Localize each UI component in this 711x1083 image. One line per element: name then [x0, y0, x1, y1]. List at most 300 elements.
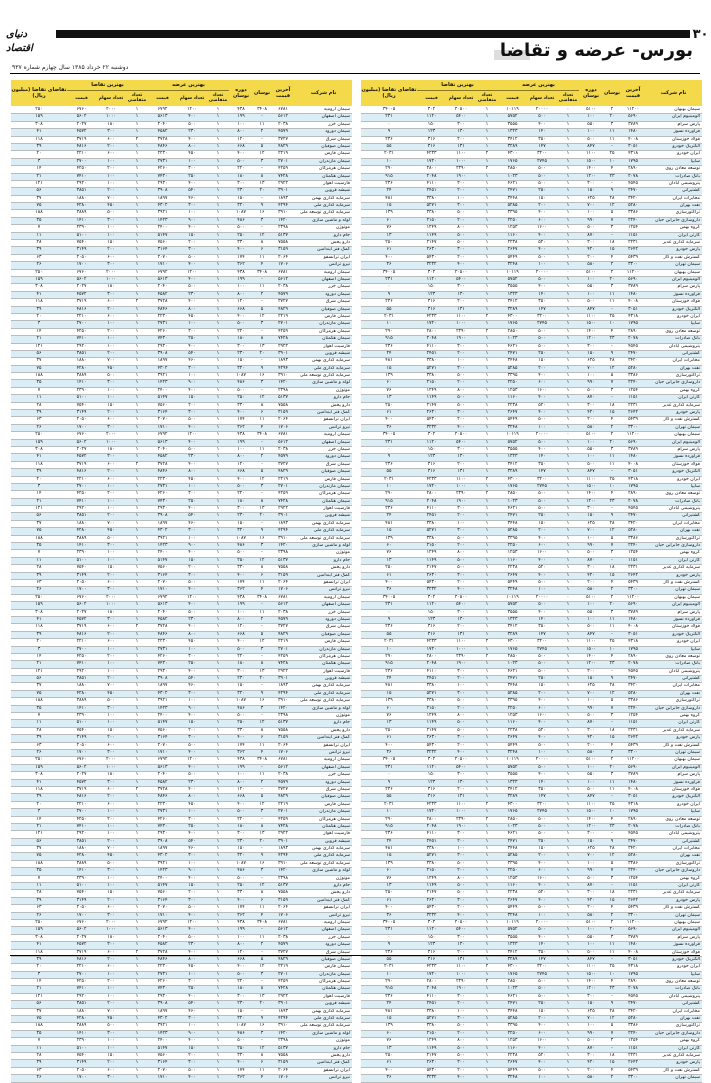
value-cell: ۳۰۰: [188, 491, 196, 497]
table-row: [361, 654, 702, 661]
value-cell: ۱: [135, 557, 139, 563]
value-cell: ۵۴۰۰: [456, 276, 466, 282]
value-cell: ۲۰۰۰: [106, 919, 116, 925]
value-cell: -: [611, 631, 613, 637]
value-cell: ۱۰۰: [107, 993, 115, 999]
table-row: [361, 225, 702, 232]
value-cell: ۱۱۶۰: [507, 395, 518, 401]
company-name-cell: دارو پخش: [330, 402, 350, 408]
value-cell: ۴۱: [36, 454, 42, 460]
value-cell: ۲۰: [36, 151, 42, 157]
table-row: [11, 477, 352, 484]
value-cell: ۵۵: [386, 306, 392, 312]
table-row: [361, 196, 702, 203]
value-cell: ۴۲۸۰: [76, 203, 87, 209]
value-cell: ۵۲۷۱: [426, 365, 437, 371]
value-cell: ۴: [610, 742, 614, 748]
value-cell: ۲۲۳۰: [157, 964, 168, 970]
value-cell: ۱۰۱۱۹: [506, 919, 519, 925]
value-cell: ۱۲: [259, 1045, 265, 1051]
value-cell: ۵۶۰۲: [76, 764, 87, 770]
value-cell: ۵۶۱۳: [157, 602, 168, 608]
value-cell: ۱۰۰: [587, 860, 595, 866]
value-cell: ۱۷۱۰: [157, 912, 168, 918]
value-cell: ۷: [37, 1038, 41, 1044]
value-cell: ۱۳۹: [385, 1023, 393, 1029]
value-cell: ۲۰۰: [457, 350, 465, 356]
company-name-cell: پارس سرام: [677, 284, 700, 290]
value-cell: ۱: [216, 550, 220, 556]
value-cell: ۱۱: [259, 254, 265, 260]
value-cell: ۱: [485, 217, 489, 223]
table-row: [361, 174, 702, 181]
value-cell: ۱۲: [609, 1016, 615, 1022]
value-cell: ۲۰۰: [457, 705, 465, 711]
company-name-cell: سیمان خزر: [328, 446, 350, 452]
company-name-cell: توسعه معادن روی: [665, 166, 700, 172]
table-row: [11, 166, 352, 173]
table-row: [11, 543, 352, 550]
value-cell: -: [611, 306, 613, 312]
value-cell: ۱۸: [609, 565, 615, 571]
value-cell: ۱: [485, 284, 489, 290]
value-cell: ۳۷۸۹: [628, 609, 638, 615]
value-cell: ۳۰۰: [107, 868, 115, 874]
value-cell: ۱۱۲۰: [426, 927, 437, 933]
value-cell: ۱۵۰: [587, 350, 595, 356]
company-name-cell: پتروشیمی آبادان: [668, 343, 700, 349]
value-cell: ۱۷۶۵: [507, 809, 518, 815]
table-row: [361, 587, 702, 594]
page-number: ۳۰: [690, 26, 711, 44]
value-cell: ۱: [485, 1045, 489, 1051]
value-cell: ۲۱: [36, 986, 42, 992]
value-cell: ۱: [485, 809, 489, 815]
value-cell: ۱۲: [259, 476, 265, 482]
value-cell: ۴۰۰: [188, 624, 196, 630]
value-cell: ۵۰۰: [237, 483, 245, 489]
value-cell: ۱: [566, 1030, 570, 1036]
value-cell: ۱: [485, 254, 489, 260]
value-cell: ۳۱۵۹: [278, 247, 288, 253]
value-cell: ۳: [610, 446, 614, 452]
value-cell: ۲۰۰: [457, 543, 465, 549]
value-cell: ۲۳۱: [385, 602, 393, 608]
value-cell: ۱۲۰۰: [187, 432, 197, 438]
value-cell: ۱۶: [259, 373, 265, 379]
value-cell: ۱: [135, 794, 139, 800]
value-cell: ۴۵۰: [188, 476, 196, 482]
company-name-cell: سرمایه گذاری بهمن: [311, 520, 350, 526]
table-row: [11, 462, 352, 469]
value-cell: ۸۰۰: [237, 779, 245, 785]
table-row: [361, 454, 702, 461]
value-cell: ۴۰۰۸: [628, 786, 638, 792]
value-cell: ۱: [485, 1023, 489, 1029]
value-cell: ۴۸۶: [237, 543, 245, 549]
right-table-header-sub-ask_qty: تعداد سهام: [448, 95, 474, 101]
value-cell: ۳۱۶: [427, 631, 436, 637]
value-cell: ۳۴۰۸: [257, 269, 267, 275]
value-cell: ۵۱۰۰: [76, 557, 87, 563]
value-cell: ۲۰۰: [538, 853, 546, 859]
value-cell: ۲۱۴۷: [426, 240, 437, 246]
value-cell: ۱۰۰: [587, 276, 595, 282]
value-cell: ۱۱۲۰۰: [626, 432, 640, 438]
value-cell: ۱۱۵۱: [628, 232, 638, 238]
value-cell: ۱۱: [609, 291, 615, 297]
value-cell: ۱۱: [36, 557, 42, 563]
value-cell: ۷۵۶۰: [157, 1053, 168, 1058]
value-cell: ۱: [135, 661, 139, 667]
table-row: [11, 521, 352, 528]
value-cell: ۴۸۱: [385, 195, 393, 201]
table-row: [11, 233, 352, 240]
value-cell: ۳۳۰۰: [628, 587, 638, 593]
value-cell: ۱۴۲۳: [157, 543, 168, 549]
value-cell: ۲۷۴۵: [537, 646, 547, 652]
value-cell: ۳۳۰: [237, 727, 245, 733]
value-cell: ۸: [260, 823, 264, 829]
value-cell: ۱۰۰۰: [106, 114, 116, 120]
value-cell: ۶۰۰: [107, 580, 115, 585]
value-cell: ۳۱۵۹: [278, 572, 288, 578]
company-name-cell: سایپا: [690, 971, 700, 977]
value-cell: ۰: [387, 934, 391, 940]
table-row: [11, 817, 352, 824]
value-cell: ۱: [566, 905, 570, 911]
footer-rule: [10, 955, 700, 956]
company-name-cell: سرمایه گذاری توسعه ملی: [299, 373, 350, 379]
value-cell: ۲۶: [36, 1075, 42, 1081]
value-cell: ۱۱۰۰: [586, 313, 596, 319]
value-cell: ۳۳۸۰: [426, 535, 437, 541]
value-cell: ۳۰۰: [107, 749, 115, 755]
value-cell: ۱: [216, 646, 220, 652]
value-cell: ۱: [216, 1067, 220, 1073]
value-cell: ۴۰۰: [188, 749, 196, 755]
value-cell: ۱: [566, 868, 570, 874]
value-cell: ۱: [566, 831, 570, 837]
left-quotes-table: [11, 80, 352, 1081]
value-cell: ۲۲۳۸: [507, 890, 518, 896]
value-cell: ۸۰۰: [457, 550, 465, 556]
value-cell: ۳۰۰: [107, 942, 115, 948]
value-cell: ۴۸۱: [385, 846, 393, 852]
value-cell: ۱: [485, 232, 489, 238]
value-cell: ۱۴۰۰: [586, 816, 596, 822]
company-name-cell: پارس خودرو: [676, 410, 700, 416]
value-cell: ۳۰۰: [188, 979, 196, 985]
company-name-cell: سیمان خزر: [328, 284, 350, 290]
value-cell: ۳۰۰: [457, 735, 465, 741]
table-row: [11, 913, 352, 920]
value-cell: ۱۵: [386, 528, 392, 534]
value-cell: ۴۳۸: [237, 107, 245, 112]
value-cell: ۴۸۱: [385, 520, 393, 526]
value-cell: ۱: [485, 624, 489, 630]
value-cell: ۲۰۳۸: [278, 121, 288, 127]
value-cell: ۱۴۷: [538, 794, 546, 800]
value-cell: ۱: [216, 432, 220, 438]
value-cell: ۱: [485, 461, 489, 467]
value-cell: ۳۲۰۰: [537, 801, 547, 807]
company-name-cell: سیمان خزر: [328, 772, 350, 778]
value-cell: ۳۰۰: [587, 668, 595, 674]
value-cell: ۲۰۰: [188, 890, 196, 896]
table-row: [11, 292, 352, 299]
value-cell: ۶۱: [386, 572, 392, 578]
value-cell: ۳۹۰۸: [157, 676, 168, 682]
value-cell: ۱۳: [386, 395, 392, 401]
value-cell: ۵۴۴۹: [507, 1067, 518, 1073]
value-cell: ۲۲۱۰: [76, 476, 87, 482]
value-cell: ۱: [485, 336, 489, 342]
table-row: [11, 876, 352, 883]
value-cell: ۹: [610, 838, 614, 844]
value-cell: ۲۰۴۰: [157, 121, 168, 127]
value-cell: ۱۰۰: [188, 646, 196, 652]
value-cell: ۱۱: [259, 417, 265, 423]
value-cell: ۹: [260, 528, 264, 534]
value-cell: ۱: [485, 831, 489, 837]
value-cell: ۳۹۲۱: [157, 1023, 168, 1029]
value-cell: ۳۹: [36, 1060, 42, 1066]
value-cell: ۶۰۰: [107, 417, 115, 423]
value-cell: ۱: [135, 668, 139, 674]
value-cell: ۲۵: [609, 639, 615, 645]
value-cell: ۱: [216, 1008, 220, 1014]
value-cell: ۳: [610, 609, 614, 615]
table-row: [11, 794, 352, 801]
value-cell: ۲۰۰: [587, 905, 595, 911]
value-cell: ۱: [216, 1075, 220, 1081]
value-cell: ۹۰۰: [188, 217, 196, 223]
value-cell: ۱۹۹: [237, 114, 245, 120]
value-cell: ۲۶۳۰: [426, 735, 437, 741]
value-cell: ۱۲: [259, 151, 265, 157]
value-cell: ۴۰۰: [538, 557, 546, 563]
value-cell: ۲۰۰: [457, 513, 465, 519]
value-cell: ۱۰۰: [107, 225, 115, 231]
value-cell: ۱۲۵۴: [628, 713, 638, 719]
company-name-cell: گروه بهمن: [679, 550, 700, 556]
value-cell: ۵۰۰: [538, 328, 546, 334]
value-cell: ۴۳۱۸: [628, 151, 638, 157]
value-cell: ۱۱۸: [35, 949, 43, 955]
value-cell: ۴۰۰: [188, 136, 196, 142]
table-row: [361, 994, 702, 1001]
value-cell: ۱۳۰: [457, 616, 465, 622]
value-cell: ۶۰۰: [107, 786, 115, 792]
value-cell: ۱: [135, 232, 139, 238]
value-cell: ۴۵۸۲: [157, 942, 168, 948]
value-cell: ۱۵۰۰: [586, 971, 596, 977]
value-cell: ۴۸۱۶: [76, 956, 87, 962]
value-cell: -: [261, 195, 263, 201]
value-cell: ۳۷۱۹: [76, 624, 87, 630]
value-cell: ۲۳۹۰: [76, 713, 87, 719]
value-cell: ۵۶۰۲: [76, 602, 87, 608]
value-cell: ۳۱۶: [427, 786, 436, 792]
value-cell: ۳۰۰: [587, 831, 595, 837]
value-cell: ۲: [260, 454, 264, 460]
value-cell: ۱۷۰۶: [278, 1075, 288, 1081]
value-cell: ۱: [566, 225, 570, 231]
value-cell: ۱۳: [386, 1045, 392, 1051]
table-row: [11, 380, 352, 387]
value-cell: ۳۹: [36, 410, 42, 416]
value-cell: ۱: [216, 735, 220, 741]
value-cell: ۲۰۰: [107, 188, 115, 194]
value-cell: ۱۱۰۰: [456, 964, 466, 970]
value-cell: ۸۷۰: [587, 232, 595, 238]
value-cell: ۱۷۱۰: [157, 262, 168, 268]
value-cell: ۱: [485, 350, 489, 356]
value-cell: ۸۴۷: [587, 956, 595, 962]
value-cell: ۱: [216, 838, 220, 844]
value-cell: ۵۰۰: [587, 461, 595, 467]
value-cell: ۱۵: [386, 690, 392, 696]
value-cell: ۱: [566, 328, 570, 334]
value-cell: ۲۰۰۰: [106, 757, 116, 763]
value-cell: ۵۲۰: [538, 240, 546, 246]
table-row: [361, 617, 702, 624]
value-cell: ۲۶۴۷: [507, 1060, 518, 1066]
value-cell: ۲۹۳۰: [157, 180, 168, 186]
value-cell: ۱۱۰۰: [456, 476, 466, 482]
value-cell: ۴۰۰: [237, 410, 245, 416]
value-cell: ۱: [216, 180, 220, 186]
value-cell: ۱۴۰: [538, 779, 546, 785]
value-cell: ۳۱۶: [427, 949, 436, 955]
value-cell: ۳۷۸۹: [628, 934, 638, 940]
value-cell: ۱۴۸۰: [628, 129, 638, 135]
company-name-cell: سرمایه گذاری ملی: [313, 203, 350, 209]
value-cell: ۳۷: [36, 1008, 42, 1014]
value-cell: ۲۰۷۸: [628, 336, 638, 342]
value-cell: ۱۶۰۰: [537, 1038, 547, 1044]
value-cell: ۱۵۰: [427, 121, 436, 127]
value-cell: ۴۸۱۶: [76, 631, 87, 637]
value-cell: ۷۴۲۸: [278, 173, 288, 179]
value-cell: ۱۰۰: [188, 809, 196, 815]
value-cell: ۳۹: [36, 794, 42, 800]
value-cell: ۲۶: [36, 424, 42, 430]
value-cell: ۱: [216, 653, 220, 659]
company-name-cell: سیمان بهبهان: [674, 269, 700, 275]
value-cell: ۵۵: [386, 794, 392, 800]
value-cell: ۴۰۰: [237, 801, 245, 807]
value-cell: ۱: [566, 402, 570, 408]
value-cell: ۲۳۹۸: [278, 875, 288, 881]
company-name-cell: سرمایه گذاری غدیر: [662, 1053, 700, 1058]
value-cell: ۱: [485, 1038, 489, 1044]
value-cell: -: [261, 602, 263, 608]
table-row: [11, 129, 352, 136]
right-table-header-ask-group: بهترین تقاضا: [417, 81, 498, 91]
value-cell: ۲۰۰: [107, 306, 115, 312]
value-cell: ۲۰۳۱: [384, 313, 394, 319]
company-name-cell: الکتریک خودرو: [672, 469, 700, 475]
value-cell: ۲۰۰: [188, 565, 196, 571]
value-cell: ۱: [135, 735, 139, 741]
value-cell: ۳۹: [36, 631, 42, 637]
value-cell: ۴۰۰: [538, 883, 546, 889]
table-row: [11, 344, 352, 351]
value-cell: ۱: [485, 690, 489, 696]
value-cell: ۴۲۵۰: [76, 328, 87, 334]
value-cell: ۲۸: [609, 358, 615, 364]
value-cell: ۱: [216, 358, 220, 364]
table-row: [361, 440, 702, 447]
value-cell: ۲: [610, 757, 614, 763]
value-cell: ۴۰۰: [538, 572, 546, 578]
value-cell: ۱۱: [259, 934, 265, 940]
value-cell: ۵۵۰: [587, 934, 595, 940]
value-cell: ۸۷۰: [587, 1045, 595, 1051]
table-row: [361, 233, 702, 240]
value-cell: ۴۵۰: [107, 853, 115, 859]
value-cell: ۸۰۰: [457, 875, 465, 881]
value-cell: ۳۸۵۱: [76, 350, 87, 356]
value-cell: ۱۵۹: [35, 927, 43, 933]
value-cell: ۲۰۰: [538, 690, 546, 696]
value-cell: ۲۹۰: [385, 653, 393, 659]
company-name-cell: توسعه معادن روی: [665, 979, 700, 985]
value-cell: ۳۰۰: [457, 203, 465, 209]
value-cell: ۱۰۰: [107, 557, 115, 563]
value-cell: ۲۰۵۰: [76, 905, 87, 911]
value-cell: ۳: [260, 158, 264, 164]
value-cell: ۲۲۵۰: [507, 380, 518, 386]
table-row: [11, 972, 352, 979]
value-cell: ۲۹۳۰: [157, 993, 168, 999]
table-row: [11, 647, 352, 654]
value-cell: ۳۰۰: [188, 247, 196, 253]
table-row: [11, 750, 352, 757]
value-cell: ۴۰۰: [385, 254, 393, 260]
value-cell: ۱۴۲۳: [157, 1030, 168, 1036]
value-cell: ۵۲۷۱: [426, 690, 437, 696]
value-cell: ۳۷۱۹: [76, 786, 87, 792]
company-name-cell: شیشه قزوین: [325, 350, 350, 356]
value-cell: ۲۰۰۰: [106, 594, 116, 600]
value-cell: ۵۶: [36, 513, 42, 519]
value-cell: ۱: [135, 247, 139, 253]
company-name-cell: ایران ترانسفو: [323, 1067, 350, 1073]
value-cell: ۳۳۰: [237, 240, 245, 246]
value-cell: ۱۰۰: [107, 550, 115, 556]
value-cell: ۵۰۰: [538, 254, 546, 260]
table-row: [361, 558, 702, 565]
value-cell: ۱۸۰: [107, 934, 115, 940]
value-cell: ۱: [135, 173, 139, 179]
value-cell: ۵۰۰: [237, 971, 245, 977]
value-cell: ۵۰۰: [237, 646, 245, 652]
table-row: [361, 1009, 702, 1016]
value-cell: ۲۵۰: [385, 727, 393, 733]
value-cell: ۱: [216, 336, 220, 342]
company-name-cell: سرمایه گذاری توسعه ملی: [299, 860, 350, 866]
value-cell: ۱۹۹: [237, 927, 245, 933]
company-name-cell: سیمان صوفیان: [321, 631, 350, 637]
value-cell: ۱۰۰: [237, 284, 245, 290]
value-cell: ۱: [135, 749, 139, 755]
value-cell: ۳۱۶۴: [157, 247, 168, 253]
value-cell: ۱۱۰۰: [586, 151, 596, 157]
value-cell: ۳۳۸۰: [426, 860, 437, 866]
